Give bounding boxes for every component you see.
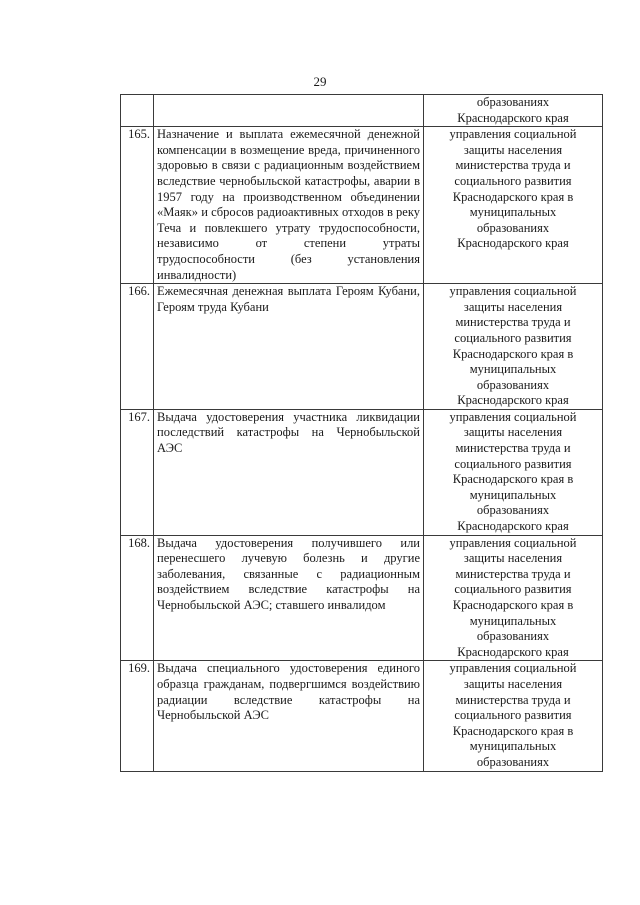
organization-line: муниципальных <box>469 613 557 628</box>
organization-line: министерства труда и <box>455 158 571 173</box>
organization-line: образованиях <box>476 629 550 644</box>
table-row <box>121 535 603 661</box>
organization-line: образованиях <box>476 754 550 769</box>
service-name-cell: Ежемесячная денежная выплата Героям Кубани, Героям труда Кубани <box>154 284 424 410</box>
organization-line: защиты населения <box>463 142 563 157</box>
organization-line: муниципальных <box>469 739 557 754</box>
organization-line: управления социальной <box>449 661 577 676</box>
organization-cell <box>424 95 603 127</box>
organization-line: Краснодарского края <box>457 519 569 534</box>
organization-line: министерства труда и <box>455 441 571 456</box>
organization-line: образованиях <box>476 377 550 392</box>
organization-line: социального развития <box>454 582 572 597</box>
organization-line: образованиях <box>476 503 550 518</box>
organization-line: защиты населения <box>463 425 563 440</box>
organization-line: Краснодарского края <box>457 236 569 251</box>
organization-line: министерства труда и <box>455 315 571 330</box>
service-name-cell: Назначение и выплата ежемесячной денежной компенсации в возмещение вреда, причиненного здоровью в связи с радиационным воздействием вследствие чернобыльской катастрофы, аварии в 1957 году на производственном объединении «Маяк» и сбросов радиоактивных отходов в реку Теча и повлекшего утрату трудоспособности, независимо от степени утраты трудоспособности (без установления инвалидности) <box>154 127 424 284</box>
organization-line: управления социальной <box>449 284 577 299</box>
organization-line: Краснодарского края <box>457 393 569 408</box>
organization-line: защиты населения <box>463 551 563 566</box>
organization-line: защиты населения <box>463 299 563 314</box>
organization-line: муниципальных <box>469 205 557 220</box>
row-number-cell: 165. <box>121 127 154 284</box>
table-row <box>121 284 603 410</box>
organization-cell <box>424 409 603 535</box>
organization-line: социального развития <box>454 708 572 723</box>
service-name-cell: Выдача специального удостоверения единого образца гражданам, подвергшимся воздействию радиации вследствие катастрофы на Чернобыльской АЭС <box>154 661 424 771</box>
organization-line: Краснодарского края в <box>452 346 574 361</box>
service-name-cell: Выдача удостоверения участника ликвидации последствий катастрофы на Чернобыльской АЭС <box>154 409 424 535</box>
organization-cell <box>424 284 603 410</box>
table-row <box>121 409 603 535</box>
table-row <box>121 661 603 771</box>
row-number-cell: 169. <box>121 661 154 771</box>
organization-line: Краснодарского края в <box>452 723 574 738</box>
organization-line: социального развития <box>454 173 572 188</box>
services-table <box>120 94 603 772</box>
organization-line: образованиях <box>476 220 550 235</box>
service-name-cell <box>154 95 424 127</box>
service-name-cell: Выдача удостоверения получившего или перенесшего лучевую болезнь и другие заболевания, связанные с радиационным воздействием вследствие катастрофы на Чернобыльской АЭС; ставшего инвалидом <box>154 535 424 661</box>
organization-cell <box>424 127 603 284</box>
organization-line: министерства труда и <box>455 566 571 581</box>
row-number-cell: 168. <box>121 535 154 661</box>
organization-line: муниципальных <box>469 487 557 502</box>
organization-line: управления социальной <box>449 127 577 142</box>
organization-line: социального развития <box>454 456 572 471</box>
table-row <box>121 95 603 127</box>
organization-line: Краснодарского края в <box>452 472 574 487</box>
organization-line: управления социальной <box>449 409 577 424</box>
organization-line: Краснодарского края в <box>452 189 574 204</box>
table-row <box>121 127 603 284</box>
organization-line: социального развития <box>454 330 572 345</box>
row-number-cell <box>121 95 154 127</box>
organization-cell <box>424 535 603 661</box>
organization-line: министерства труда и <box>455 692 571 707</box>
organization-line: Краснодарского края <box>457 644 569 659</box>
organization-line: защиты населения <box>463 676 563 691</box>
page-number: 29 <box>313 74 327 89</box>
organization-line: управления социальной <box>449 535 577 550</box>
row-number-cell: 166. <box>121 284 154 410</box>
organization-line: муниципальных <box>469 362 557 377</box>
row-number-cell: 167. <box>121 409 154 535</box>
organization-line: Краснодарского края <box>457 110 569 125</box>
organization-line: образованиях <box>476 95 550 109</box>
organization-line: Краснодарского края в <box>452 598 574 612</box>
organization-cell <box>424 661 603 771</box>
